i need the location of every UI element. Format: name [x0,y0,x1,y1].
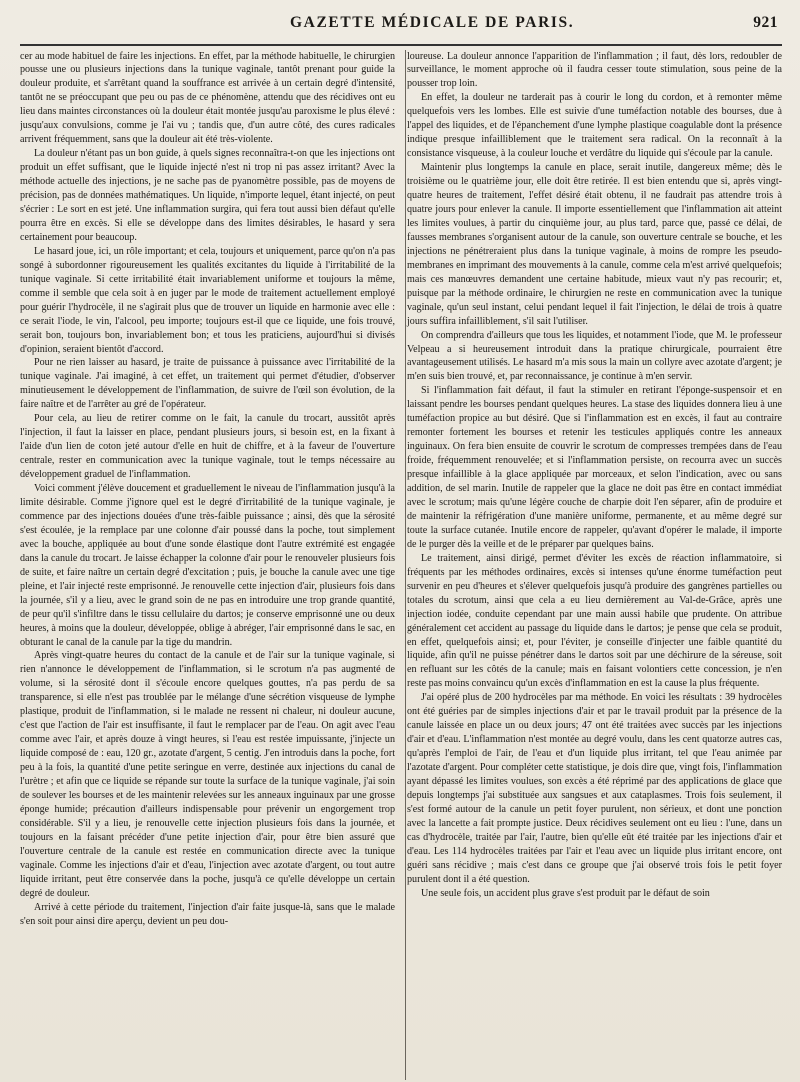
paragraph: La douleur n'étant pas un bon guide, à quels signes reconnaîtra-t-on que les injections ont produit un effet suffisant, que le liquide injecté n'est ni trop ni pas assez irritant? Avec la méthode actuelle des injections, je ne sache pas de pyanomètre possible, pas de moyens de précision, pas de données mathématiques. Un liquide, n'importe lequel, étant injecté, on peut s'écrier : Le sort en est jeté. Une inflammation surgira, qui fera tout aussi bien défaut qu'elle pourra être en excès. Si elle se développe dans des limites désirables, le hasard y sera certainement pour beaucoup. [20,148,395,243]
paragraph: Maintenir plus longtemps la canule en place, serait inutile, dangereux même; dès le troisième ou le quatrième jour, elle doit être retirée. Il est bien entendu que si, après vingt-quatre heures de traitement, l'effet désiré était obtenu, il ne faudrait pas attendre trois à quatre jours pour enlever la canule. Il importe essentiellement que l'inflammation ait atteint les limites voulues, à partir du cinquième jour, au plus tard, parce que, passé ce délai, de fausses membranes s'organisent autour de la canule, son ouverture centrale se bouche, et les injections ne pénétreraient plus dans la tunique vaginale, à moins de rompre les pseudo-membranes en imprimant des mouvements à la canule, comme cela m'est arrivé quelquefois; mais ces manœuvres demandent une certaine habitude, mieux vaut n'y pas recourir; et, puisque par la méthode ordinaire, le chirurgien ne reste en communication avec la tunique vaginale, qu'un seul instant, celui pendant lequel il fait l'injection, le délai de trois à quatre jours suffira infailliblement, s'il sait l'utiliser. [407,162,782,327]
paragraph: cer au mode habituel de faire les injections. En effet, par la méthode habituelle, le chirurgien pousse une ou plusieurs injections dans la tunique vaginale, tantôt prenant pour guide la douleur produite, et s'arrêtant quand la souffrance est arrivée à un certain degré d'intensité, tantôt ne se préoccupant que peu ou pas de ce phénomène, attendu que des récidives ont eu lieu dans maintes circonstances où la douleur était montée jusqu'au paroxisme le plus élevé : jusqu'aux convulsions, comme je l'ai vu ; tandis que, d'un autre côté, des cures radicales arrivent fréquemment, sans que la douleur ait été très-violente. [20,50,395,146]
paragraph: Pour ne rien laisser au hasard, je traite de puissance à puissance avec l'irritabilité de la tunique vaginale. J'ai imaginé, à cet effet, un traitement qui permet d'étudier, d'observer minutieusement le développement de l'inflammation, de suivre de l'œil son évolution, de la faire naître et de l'arrêter au gré de l'opérateur. [20,357,395,411]
paragraph: Pour cela, au lieu de retirer comme on le fait, la canule du trocart, aussitôt après l'injection, il faut la laisser en place, pendant plusieurs jours, si besoin est, en la fixant à l'aide d'un lien de coton jeté autour d'elle en huit de chiffre, et à la faveur de l'ouverture centrale, rester en communication avec la tunique vaginale, tout le temps nécessaire au développement graduel de l'inflammation. [20,413,395,481]
paragraph: Le traitement, ainsi dirigé, permet d'éviter les excès de réaction inflammatoire, si fréquents par les méthodes ordinaires, excès si intenses qu'une énorme tuméfaction peut survenir en peu d'heures et s'élever quelquefois jusqu'à produire des gangrènes partielles ou totales du scrotum, ainsi que cela a eu lieu dernièrement au Val-de-Grâce, après une injection iodée, conduite cependant par une main aussi habile que prudente. On attribue généralement cet accident au passage du liquide dans le dartos; je pense que cela se produit, en effet, quelquefois ainsi; et, pour l'éviter, je conseille d'injecter une faible quantité du liquide, afin qu'il ne puisse pénétrer dans le dartos soit par une déchirure de la séreuse, soit en refluant sur les côtés de la canule; mais en faisant volontiers cette concession, je n'en reste pas moins convaincu qu'un excès d'inflammation en est la cause la plus fréquente. [407,552,782,690]
paragraph: loureuse. La douleur annonce l'apparition de l'inflammation ; il faut, dès lors, redoubler de surveillance, le moment approche où il faudra cesser toute stimulation, sous peine de la pousser trop loin. [407,50,782,90]
paragraph: En effet, la douleur ne tarderait pas à courir le long du cordon, et à remonter même quelquefois vers les lombes. Elle est suivie d'une tuméfaction notable des bourses, due à l'appel des liquides, et de l'épanchement d'une lymphe plastique coagulable dont la présence indique presque infailliblement que le traitement sera radical. On la reconnaît à la consistance visqueuse, à la couleur louche et verdâtre du liquide qui s'écoule par la canule. [407,92,782,160]
right-column [407,50,782,1080]
page-header [20,14,782,38]
column-divider [405,50,406,1080]
paragraph: Après vingt-quatre heures du contact de la canule et de l'air sur la tunique vaginale, si rien n'annonce le développement de l'inflammation, si le scrotum n'a pas augmenté de volume, si la sérosité dont il s'écoule encore quelques gouttes, n'a pas perdu de sa transparence, si elle n'est pas troublée par le mélange d'une sécrétion visqueuse de lymphe plastique, produit de l'inflammation, si le malade ne ressent ni chaleur, ni douleur aucune, c'est que l'action de l'air est insuffisante, il faut le remplacer par de l'eau. On agit avec l'eau comme avec l'air, et après douze à vingt heures, si l'eau est restée impuissante, j'injecte un liquide composé de : eau, 120 gr., azotate d'argent, 5 centig. J'en introduis dans la poche, fort peu à la fois, la quantité d'une petite seringue en verre, destinée aux injections du canal de l'urètre ; et afin que ce liquide se répande sur toute la surface de la tunique vaginale, j'ai soin de soulever les bourses et de les maintenir relevées sur les anneaux inguinaux par une grosse éponge humide; précaution d'ailleurs indispensable pour prévenir un engorgement trop considérable. S'il y a lieu, je renouvelle cette injection plusieurs fois dans la journée, et toujours en la faisant précéder d'une petite injection d'air, pour être bien assuré que l'ouverture centrale de la canule est restée en communication directe avec la tunique vaginale. Comme les injections d'air et d'eau, l'injection avec azotate d'argent, ou tout autre liquide irritant, peut être conservée dans la poche, jusqu'à ce qu'elle développe un certain degré de douleur. [20,650,395,899]
paragraph: Le hasard joue, ici, un rôle important; et cela, toujours et uniquement, parce qu'on n'a pas songé à subordonner rigoureusement les qualités excitantes du liquide à l'irritabilité de la tunique vaginale. Si cette irritabilité était invariablement uniforme et toujours la même, comme il semble que cela soit à en juger par le mode de traitement actuellement employé pour guérir l'hydrocèle, il ne s'agirait plus que de trouver un liquide en harmonie avec elle : ce serait l'iode, le vin, l'alcool, peu importe; toujours est-il que ce liquide, une fois trouvé, serait bon, toujours bon, invariablement bon; et tous les praticiens, aujourd'hui si divisés d'opinion, seraient bientôt d'accord. [20,245,395,355]
paragraph: Si l'inflammation fait défaut, il faut la stimuler en retirant l'éponge-suspensoir et en laissant pendre les bourses pendant quelques heures. La stase des liquides donnera lieu à une tuméfaction propice au but désiré. Que si l'inflammation est en excès, il faut au contraire remonter fortement les bourses et retenir les testicules appliqués contre les anneaux inguinaux. On fera bien ensuite de couvrir le scrotum de compresses trempées dans de l'eau froide, fréquemment renouvelée; et si l'inflammation persiste, on recourra avec un succès presque infaillible à la glace appliquée par morceaux, et selon l'indication, avec ou sans addition, de sel marin. Inutile de rappeler que la glace ne doit pas être en contact immédiat avec le scrotum; mais qu'une légère couche de charpie doit l'en séparer, afin de produire et de maintenir la réfrigération d'une manière uniforme, permanente, et au même degré sur toute la surface cutanée. Inutile encore de rappeler, qu'avant d'opérer le malade, il importe de le purger dès la veille et de le préparer par quelques bains. [407,385,782,550]
journal-title: GAZETTE MÉDICALE DE PARIS. [290,14,575,31]
paragraph: On comprendra d'ailleurs que tous les liquides, et notamment l'iode, que M. le professeur Velpeau a si heureusement introduit dans la pratique chirurgicale, pourraient être avantageusement utilisés. Le hasard m'a mis sous la main un collyre avec azotate d'argent; je m'en suis bien trouvé, et, par reconnaissance, je continue à m'en servir. [407,329,782,383]
left-column [20,50,395,1080]
paragraph: Une seule fois, un accident plus grave s'est produit par le défaut de soin [421,887,710,899]
paragraph: Voici comment j'élève doucement et graduellement le niveau de l'inflammation jusqu'à la limite désirable. Comme j'ignore quel est le degré d'irritabilité de la tunique vaginale, je commence par des injections douées d'une très-faible puissance ; ainsi, dès que la sérosité s'est écoulée, je la remplace par une colonne d'air poussé dans la poche, tout simplement avec la bouche, appliquée au bout d'une sonde élastique dont l'autre extrémité est engagée dans la canule du trocart. Je laisse échapper la colonne d'air pour le renouveler plusieurs fois de suite, et faire naître un certain degré d'excitation ; puis, je bouche la canule avec une tige pleine, et l'air injecté reste emprisonné. Je renouvelle cette injection d'air, plusieurs fois dans la journée, s'il y a lieu, avec le grand soin de ne pas en introduire une trop grande quantité, de peur qu'il s'infiltre dans le tissu cellulaire du dartos; je conserve emprisonné une ou deux heures, à moins que la douleur, développée, oblige à abréger, l'air emprisonné dans le sac, en obturant le canal de la canule par la tige du mandrin. [20,483,395,648]
header-rule [20,44,782,46]
paragraph: Arrivé à cette période du traitement, l'injection d'air faite jusque-là, sans que le malade s'en soit pour ainsi dire aperçu, devient un peu dou- [20,901,395,927]
paragraph: J'ai opéré plus de 200 hydrocèles par ma méthode. En voici les résultats : 39 hydrocèles ont été guéries par de simples injections d'air et par le travail produit par la présence de la canule laissée en place un ou deux jours; 47 ont été traitées avec succès par les injections d'air et d'eau. L'inflammation n'est montée au degré voulu, dans les cent quatorze autres cas, qu'après l'emploi de l'air, de l'eau et d'un liquide plus irritant, tel que l'eau animée par l'azotate d'argent. Pour compléter cette statistique, je dois dire que, vingt fois, l'inflammation ayant dépassé les limites voulues, son excès a été réprimé par des applications de glace que depuis longtemps j'ai substituée aux sangsues et aux cataplasmes. Trois fois seulement, il s'est formé autour de la canule un petit foyer purulent, non sérieux, et dont une ponction avec la lancette a fait prompte justice. Deux récidives seulement ont eu lieu : l'une, dans un cas d'hydrocèle, traitée par l'air, l'autre, bien qu'elle eût été traitée par les injections d'air et d'eau. Les 114 hydrocèles traitées par l'air et l'eau avec un liquide plus irritant encore, ont guéri sans récidive ; mais c'est dans ce groupe que j'ai observé trois fois le petit foyer purulent dont il a été question. [407,692,782,885]
text-columns [20,50,782,1080]
page-number: 921 [753,14,778,31]
